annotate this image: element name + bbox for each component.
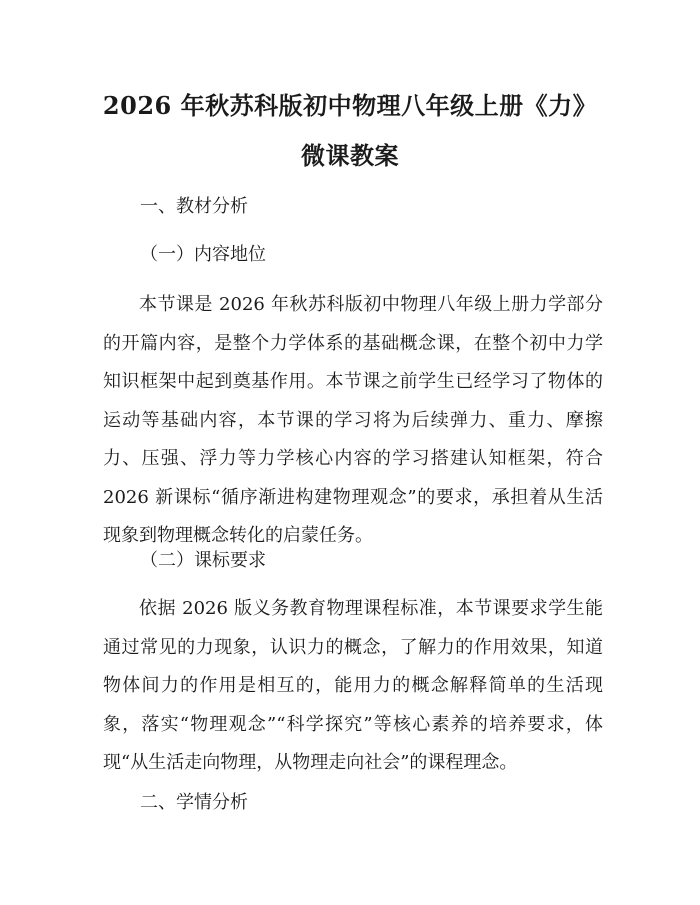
paragraph-curriculum-requirements: 依据 2026 版义务教育物理课程标准，本节课要求学生能通过常见的力现象，认识力的概念，了解力的作用效果，知道物体间力的作用是相互的，能用力的概念解释简单的生活现象，落实“物理观念”“科学探究”等核心素养的培养要求，体现“从生活走向物理，从物理走向社会”的课程理念。 (103, 598, 603, 773)
section-heading-student-analysis: 二、学情分析 (140, 792, 248, 813)
subsection-heading-content-position: （一）内容地位 (140, 244, 266, 265)
document-title-line-2: 微课教案 (301, 141, 399, 170)
paragraph-content-position: 本节课是 2026 年秋苏科版初中物理八年级上册力学部分的开篇内容，是整个力学体系的基础概念课，在整个初中力学知识框架中起到奠基作用。本节课之前学生已经学习了物体的运动等基础内容，本节课的学习将为后续弹力、重力、摩擦力、压强、浮力等力学核心内容的学习搭建认知框架，符合 2026 新课标“循序渐进构建物理观念”的要求，承担着从生活现象到物理概念转化的启蒙任务。 (103, 294, 603, 546)
subsection-heading-curriculum-requirements: （二）课标要求 (140, 550, 266, 571)
section-heading-teaching-material-analysis: 一、教材分析 (140, 196, 248, 217)
document-title-line-1: 2026 年秋苏科版初中物理八年级上册《力》 (102, 91, 598, 120)
